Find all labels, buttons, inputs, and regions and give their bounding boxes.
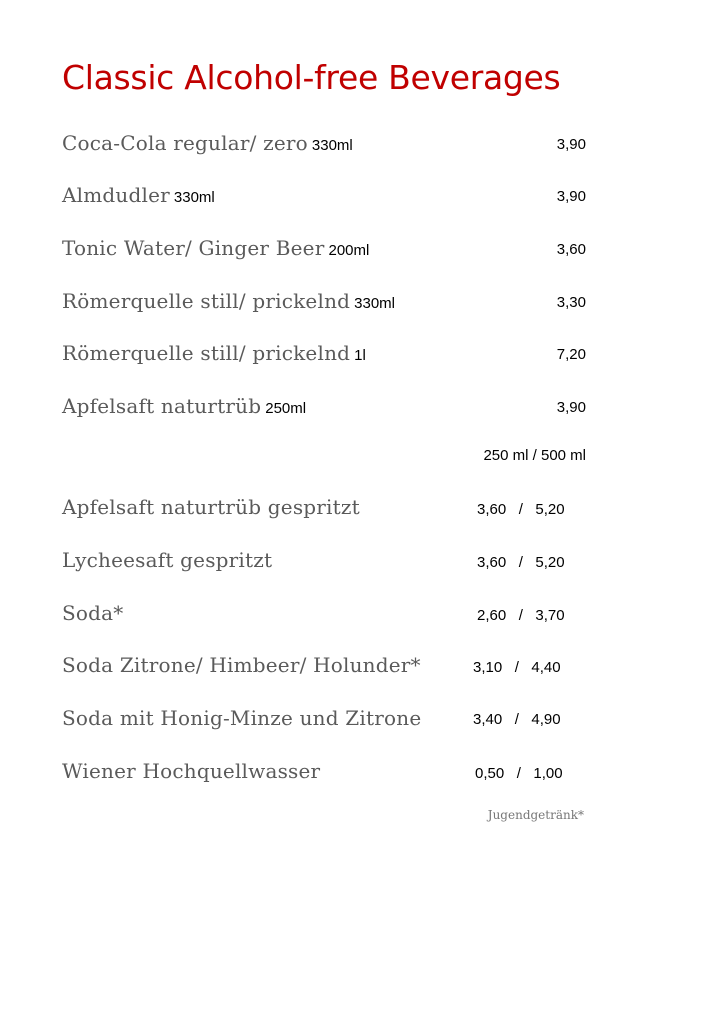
item-name: Soda* <box>62 601 124 625</box>
menu-item <box>62 548 272 578</box>
item-prices: 3,60 / 5,20 <box>477 501 565 518</box>
item-name: Coca-Cola regular/ zero <box>62 131 308 155</box>
item-price: 3,90 <box>556 136 586 153</box>
item-price: 7,20 <box>556 346 586 363</box>
item-size: 330ml <box>354 295 396 312</box>
item-name: Wiener Hochquellwasser <box>62 759 321 783</box>
item-prices: 2,60 / 3,70 <box>477 607 565 624</box>
item-size: 330ml <box>311 137 353 154</box>
menu-item <box>62 394 306 424</box>
item-size: 250ml <box>265 400 307 417</box>
menu-item <box>62 183 215 213</box>
size-column-header: 250 ml / 500 ml <box>483 447 586 464</box>
item-name: Apfelsaft naturtrüb gespritzt <box>62 495 360 519</box>
item-prices: 3,10 / 4,40 <box>473 659 561 676</box>
item-prices: 0,50 / 1,00 <box>475 765 563 782</box>
item-size: 1l <box>354 347 366 364</box>
footnote: Jugendgetränk* <box>487 808 584 822</box>
menu-item <box>62 759 320 789</box>
menu-item <box>62 495 360 525</box>
menu-item <box>62 236 369 266</box>
menu-item <box>62 131 353 161</box>
item-price: 3,90 <box>556 399 586 416</box>
item-name: Römerquelle still/ prickelnd <box>62 341 351 365</box>
item-prices: 3,40 / 4,90 <box>473 711 561 728</box>
item-name: Almdudler <box>62 183 170 207</box>
item-size: 330ml <box>173 189 215 206</box>
item-name: Lycheesaft gespritzt <box>62 548 273 572</box>
item-name: Tonic Water/ Ginger Beer <box>62 236 325 260</box>
item-size: 200ml <box>328 242 370 259</box>
item-name: Römerquelle still/ prickelnd <box>62 289 351 313</box>
menu-item <box>62 289 395 319</box>
item-price: 3,90 <box>556 188 586 205</box>
item-price: 3,30 <box>556 294 586 311</box>
menu-item <box>62 341 366 371</box>
menu-item <box>62 706 421 736</box>
menu-item <box>62 601 123 631</box>
item-name: Soda mit Honig-Minze und Zitrone <box>62 706 422 730</box>
page-title: Classic Alcohol-free Beverages <box>62 58 561 97</box>
menu-item <box>62 653 421 683</box>
item-prices: 3,60 / 5,20 <box>477 554 565 571</box>
item-price: 3,60 <box>556 241 586 258</box>
item-name: Soda Zitrone/ Himbeer/ Holunder* <box>62 653 421 677</box>
item-name: Apfelsaft naturtrüb <box>62 394 262 418</box>
